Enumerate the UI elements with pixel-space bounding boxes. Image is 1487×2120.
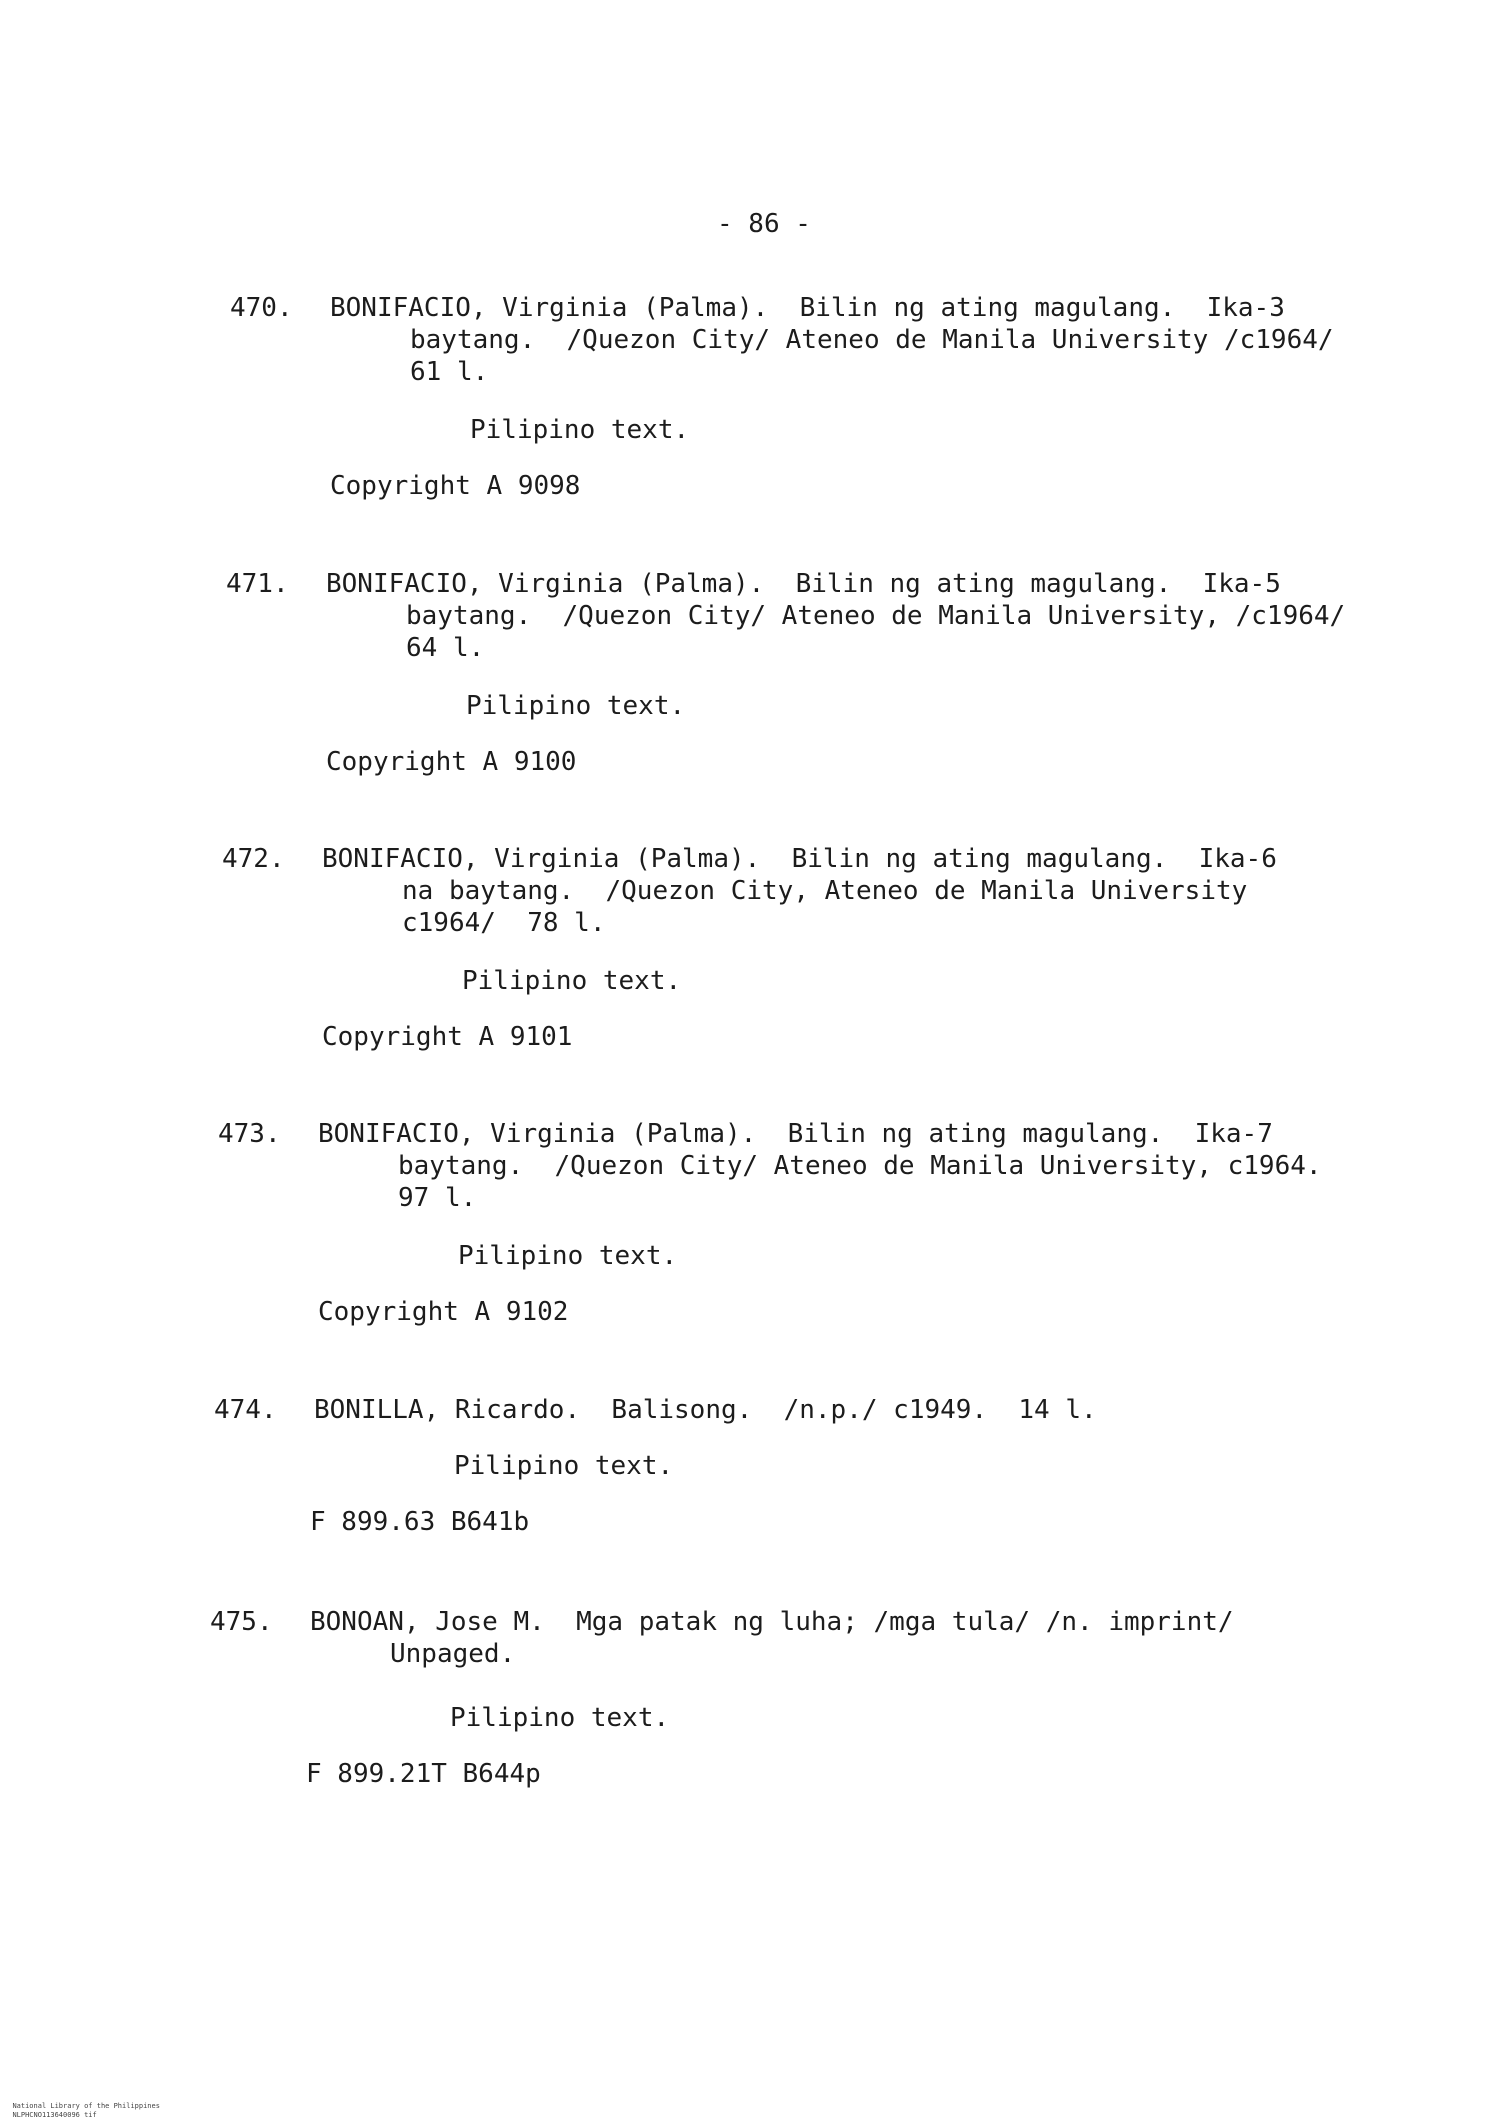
entry-note: Pilipino text. xyxy=(466,691,686,721)
citation-line: Unpaged. xyxy=(390,1639,516,1669)
entry-citation xyxy=(322,843,1342,939)
citation-line: baytang. /Quezon City/ Ateneo de Manila University, c1964. xyxy=(398,1151,1322,1181)
entry-number: 472. xyxy=(222,844,285,874)
citation-line: BONIFACIO, Virginia (Palma). Bilin ng ating magulang. Ika-3 xyxy=(330,293,1285,323)
citation-line: BONIFACIO, Virginia (Palma). Bilin ng ating magulang. Ika-7 xyxy=(318,1119,1273,1149)
entry-note: Pilipino text. xyxy=(470,415,690,445)
citation-line: BONIFACIO, Virginia (Palma). Bilin ng ating magulang. Ika-5 xyxy=(326,569,1281,599)
entry-citation xyxy=(330,292,1350,388)
citation-line: 61 l. xyxy=(410,357,489,387)
citation-line: na baytang. /Quezon City, Ateneo de Manila University xyxy=(402,876,1248,906)
citation-line: 64 l. xyxy=(406,633,485,663)
entry-number: 470. xyxy=(230,293,293,323)
entry-citation xyxy=(318,1118,1338,1214)
citation-line: 97 l. xyxy=(398,1183,477,1213)
entry-copyright: Copyright A 9102 xyxy=(318,1297,569,1327)
entry-call-number: F 899.21T B644p xyxy=(306,1759,541,1789)
footer-library-name: National Library of the Philippines xyxy=(12,2102,160,2110)
entry-number: 475. xyxy=(210,1607,273,1637)
entry-call-number: F 899.63 B641b xyxy=(310,1507,530,1537)
entry-citation xyxy=(326,568,1346,664)
citation-line: baytang. /Quezon City/ Ateneo de Manila University /c1964/ xyxy=(410,325,1334,355)
citation-line: baytang. /Quezon City/ Ateneo de Manila University, /c1964/ xyxy=(406,601,1346,631)
entry-note: Pilipino text. xyxy=(450,1703,670,1733)
citation-line: BONIFACIO, Virginia (Palma). Bilin ng ating magulang. Ika-6 xyxy=(322,844,1277,874)
entry-copyright: Copyright A 9100 xyxy=(326,747,577,777)
entry-note: Pilipino text. xyxy=(462,966,682,996)
page-number: - 86 - xyxy=(717,209,811,239)
entry-citation xyxy=(314,1394,1334,1426)
entry-note: Pilipino text. xyxy=(458,1241,678,1271)
entry-number: 474. xyxy=(214,1395,277,1425)
citation-line: BONOAN, Jose M. Mga patak ng luha; /mga tula/ /n. imprint/ xyxy=(310,1607,1234,1637)
entry-number: 471. xyxy=(226,569,289,599)
entry-citation xyxy=(310,1606,1330,1670)
entry-copyright: Copyright A 9101 xyxy=(322,1022,573,1052)
citation-line: c1964/ 78 l. xyxy=(402,908,606,938)
entry-note: Pilipino text. xyxy=(454,1451,674,1481)
citation-line: BONILLA, Ricardo. Balisong. /n.p./ c1949. 14 l. xyxy=(314,1395,1097,1425)
footer-file-id: NLPHCNO113640096 tif xyxy=(12,2111,97,2119)
scan-footer xyxy=(4,2093,190,2120)
entry-number: 473. xyxy=(218,1119,281,1149)
entry-copyright: Copyright A 9098 xyxy=(330,471,581,501)
